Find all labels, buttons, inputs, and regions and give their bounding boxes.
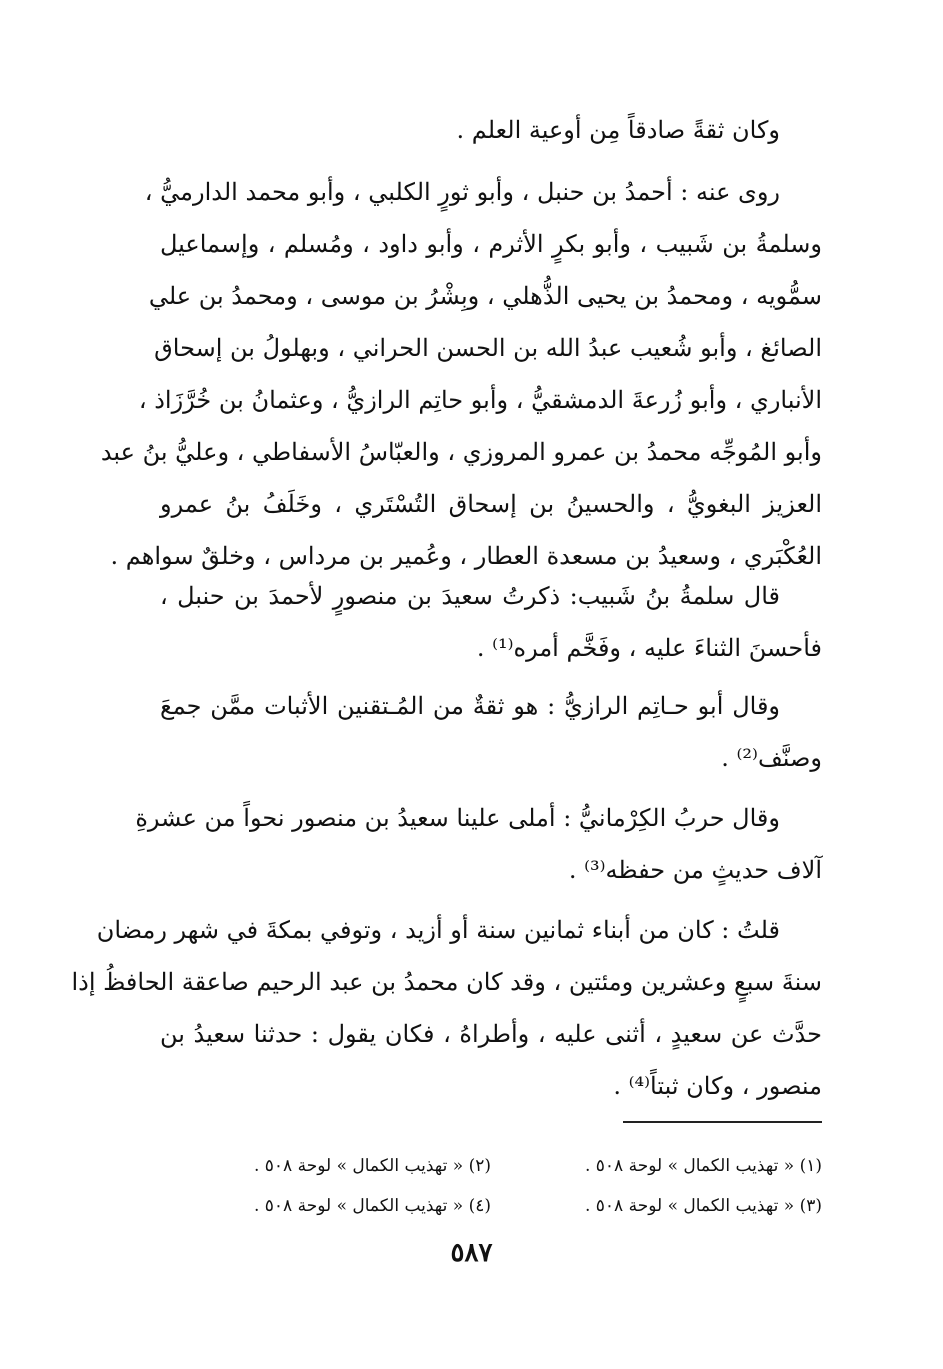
paragraph-death-note (71, 904, 822, 1112)
text-line: وقال حربُ الكِرْمانيُّ : أملى علينا سعيدُ بن منصور نحواً من عشرةِ (135, 804, 780, 832)
paragraph-abu-hatim-quote (160, 680, 822, 784)
text-line: وسلمةُ بن شَبيب ، وأبو بكرٍ الأثرم ، وأبو داود ، ومُسلم ، وإسماعيل (160, 230, 822, 258)
paragraph-reliability (160, 104, 822, 156)
text-line: روى عنه : أحمدُ بن حنبل ، وأبو ثورٍ الكلبي ، وأبو محمد الدارميُّ ، (144, 178, 780, 206)
text-line: حدَّث عن سعيدٍ ، أثنى عليه ، وأطراهُ ، فكان يقول : حدثنا سعيدُ بن (160, 1020, 822, 1048)
text-line: العزيز البغويُّ ، والحسينُ بن إسحاق التُسْتَري ، وخَلَفُ بنُ عمرو (160, 490, 822, 518)
footnote-row (160, 1146, 822, 1186)
text-line: منصور ، وكان ثبتاً⁽⁴⁾ . (613, 1072, 822, 1100)
footnotes (160, 1146, 822, 1226)
text-line: قلتُ : كان من أبناء ثمانين سنة أو أزيد ، وتوفي بمكةَ في شهر رمضان (96, 916, 780, 944)
text-line: آلاف حديثٍ من حفظه⁽³⁾ . (568, 856, 822, 884)
footnote-row (160, 1186, 822, 1226)
footnote-4: (٤) « تهذيب الكمال » لوحة ٥٠٨ . (253, 1196, 491, 1216)
text-line: وأبو المُوجِّه محمدُ بن عمرو المروزي ، والعبّاسُ الأسفاطي ، وعليُّ بنُ عبد (100, 438, 822, 466)
text-line: الصائغ ، وأبو شُعيب عبدُ الله بن الحسن الحراني ، وبهلولُ بن إسحاق (154, 334, 822, 362)
paragraph-salama-quote (160, 570, 822, 674)
paragraph-harb-quote (135, 792, 822, 896)
footnote-2: (٢) « تهذيب الكمال » لوحة ٥٠٨ . (253, 1156, 491, 1176)
footnote-divider (623, 1121, 822, 1123)
text-line: سنةَ سبعٍ وعشرين ومئتين ، وقد كان محمدُ بن عبد الرحيم صاعقة الحافظُ إذا (71, 968, 822, 996)
footnote-3: (٣) « تهذيب الكمال » لوحة ٥٠٨ . (584, 1196, 822, 1216)
text-line: سمُّويه ، ومحمدُ بن يحيى الذُّهلي ، وبِشْرُ بن موسى ، ومحمدُ بن علي (148, 282, 822, 310)
text-line: قال سلمةُ بنُ شَبيب: ذكرتُ سعيدَ بن منصورٍ لأحمدَ بن حنبل ، (160, 582, 780, 610)
text-line: فأحسنَ الثناءَ عليه ، وفَخَّم أمره⁽¹⁾ . (476, 634, 822, 662)
text-line: العُكْبَري ، وسعيدُ بن مسعدة العطار ، وعُمير بن مرداس ، وخلقٌ سواهم . (110, 542, 822, 570)
page-number: ٥٨٧ (450, 1238, 493, 1268)
text-line: الأنباري ، وأبو زُرعةَ الدمشقيُّ ، وأبو حاتِم الرازيُّ ، وعثمانُ بن خُرَّزَاذ ، (138, 386, 822, 414)
text-line: وقال أبو حـاتِم الرازيُّ : هو ثقةٌ من المُـتقنين الأثبات ممَّن جمعَ (160, 692, 780, 720)
paragraph-narrators (100, 166, 822, 582)
text-line: وصنَّف⁽²⁾ . (721, 744, 822, 772)
text-line: وكان ثقةً صادقاً مِن أوعية العلم . (456, 116, 780, 144)
footnote-1: (١) « تهذيب الكمال » لوحة ٥٠٨ . (584, 1156, 822, 1176)
